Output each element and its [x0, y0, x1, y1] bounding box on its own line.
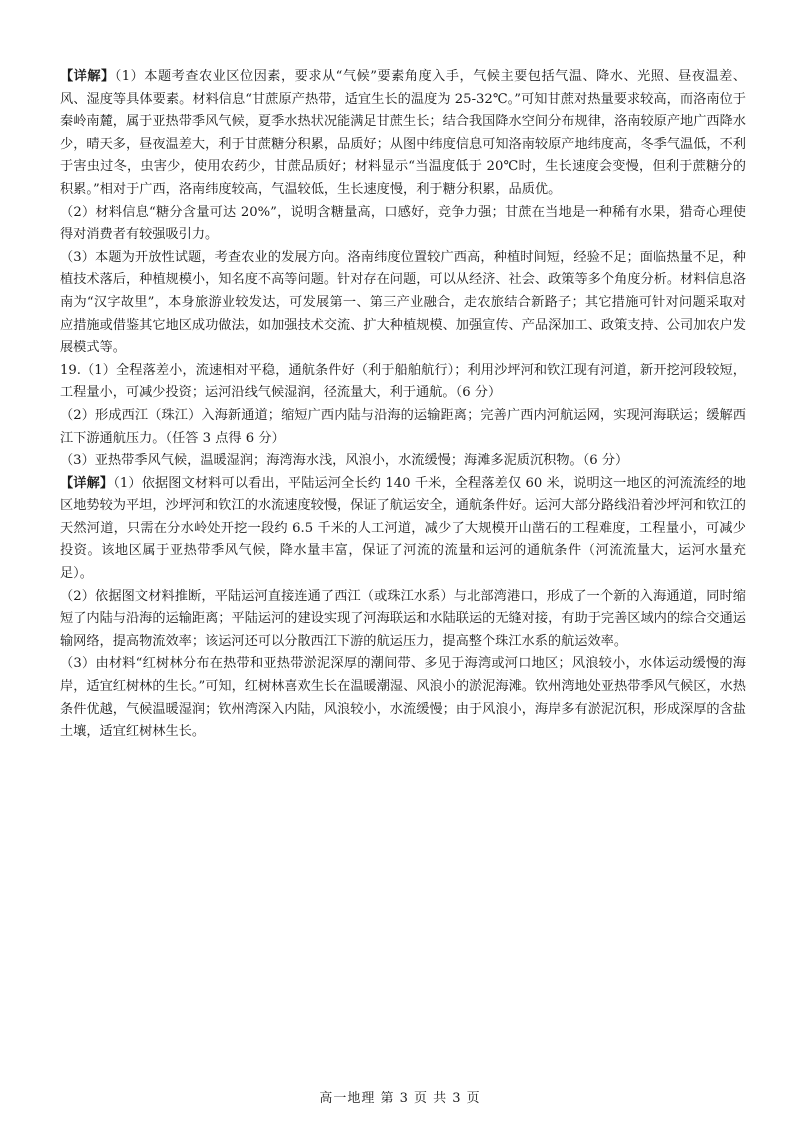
q19-detail-1-text: （1）依据图文材料可以看出，平陆运河全长约 140 千米，全程落差仅 60 米，说明这一地区的河流流经的地区地势较为平坦，沙坪河和钦江的水流速度较慢，保证了航运安全，通航条件好。运河大部分路线沿着沙坪河和钦江的天然河道，只需在分水岭处开挖一段约 6.5 千米的人工河道，减少了大规模开山凿石的工程难度，工程量小，可减少投资。该地区属于亚热带季风气候，降水量丰富，保证了河流的流量和运河的通航条件（河流流量大，运河水量充足）。: [60, 475, 746, 582]
q18-detail-paragraph-1: [60, 66, 746, 202]
answer-content: [60, 66, 746, 744]
page-footer: 高一地理 第 3 页 共 3 页: [319, 1091, 481, 1106]
detail-tag: 【详解】: [60, 69, 115, 84]
q19-answer-2: （2）形成西江（珠江）入海新通道；缩短广西内陆与沿海的运输距离；完善广西内河航运网，实现河海联运；缓解西江下游通航压力。（任答 3 点得 6 分）: [60, 407, 746, 446]
q18-detail-paragraph-2: （2）材料信息“糖分含量可达 20%”，说明含糖量高，口感好，竞争力强；甘蔗在当地是一种稀有水果，猎奇心理使得对消费者有较强吸引力。: [60, 204, 746, 243]
q19-detail-paragraph-1: [60, 473, 746, 586]
q18-detail-1-text: （1）本题考查农业区位因素，要求从“气候”要素角度入手，气候主要包括气温、降水、光照、昼夜温差、风、湿度等具体要素。材料信息“甘蔗原产热带，适宜生长的温度为 25-32℃。”可知甘蔗对热量要求较高，而洛南位于秦岭南麓，属于亚热带季风气候，夏季水热状况能满足甘蔗生长；结合我国降水空间分布规律，洛南较原产地广西降水少，晴天多，昼夜温差大，利于甘蔗糖分积累，品质好；从图中纬度信息可知洛南较原产地纬度高，冬季气温低，不利于害虫过冬，虫害少，使用农药少，甘蔗品质好；材料显示“当温度低于 20℃时，生长速度会变慢，但利于蔗糖分的积累。”相对于广西，洛南纬度较高，气温较低，生长速度慢，利于糖分积累，品质优。: [60, 69, 747, 197]
q19-detail-paragraph-3: （3）由材料“红树林分布在热带和亚热带淤泥深厚的潮间带、多见于海湾或河口地区；风浪较小，水体运动缓慢的海岸，适宜红树林的生长。”可知，红树林喜欢生长在温暖潮湿、风浪小的淤泥海滩。钦州湾地处亚热带季风气候区，水热条件优越，气候温暖湿润；钦州湾深入内陆，风浪较小，水流缓慢；由于风浪小，海岸多有淤泥沉积，形成深厚的含盐土壤，适宜红树林生长。: [60, 656, 746, 740]
q19-answer-1: 19.（1）全程落差小，流速相对平稳，通航条件好（利于船舶航行）；利用沙坪河和钦江现有河道，新开挖河段较短，工程量小，可减少投资；运河沿线气候湿润，径流量大，利于通航。（6 分）: [60, 362, 746, 401]
q19-answer-3: （3）亚热带季风气候，温暖湿润；海湾海水浅，风浪小，水流缓慢；海滩多泥质沉积物。（6 分）: [60, 453, 629, 469]
q19-detail-paragraph-2: （2）依据图文材料推断，平陆运河直接连通了西江（或珠江水系）与北部湾港口，形成了一个新的入海通道，同时缩短了内陆与沿海的运输距离；平陆运河的建设实现了河海联运和水陆联运的无缝对接，有助于完善区域内的综合交通运输网络，提高物流效率；该运河还可以分散西江下游的航运压力，提高整个珠江水系的航运效率。: [60, 588, 746, 649]
detail-tag: 【详解】: [60, 475, 114, 491]
q18-detail-paragraph-3: （3）本题为开放性试题，考查农业的发展方向。洛南纬度位置较广西高，种植时间短，经验不足；面临热量不足，种植技术落后，种植规模小，知名度不高等问题。针对存在问题，可以从经济、社会、政策等多个角度分析。材料信息洛南为“汉字故里”，本身旅游业较发达，可发展第一、第三产业融合，走农旅结合新路子；其它措施可针对问题采取对应措施或借鉴其它地区成功做法，如加强技术交流、扩大种植规模、加强宣传、产品深加工、政策支持、公司加农户发展模式等。: [60, 249, 746, 356]
